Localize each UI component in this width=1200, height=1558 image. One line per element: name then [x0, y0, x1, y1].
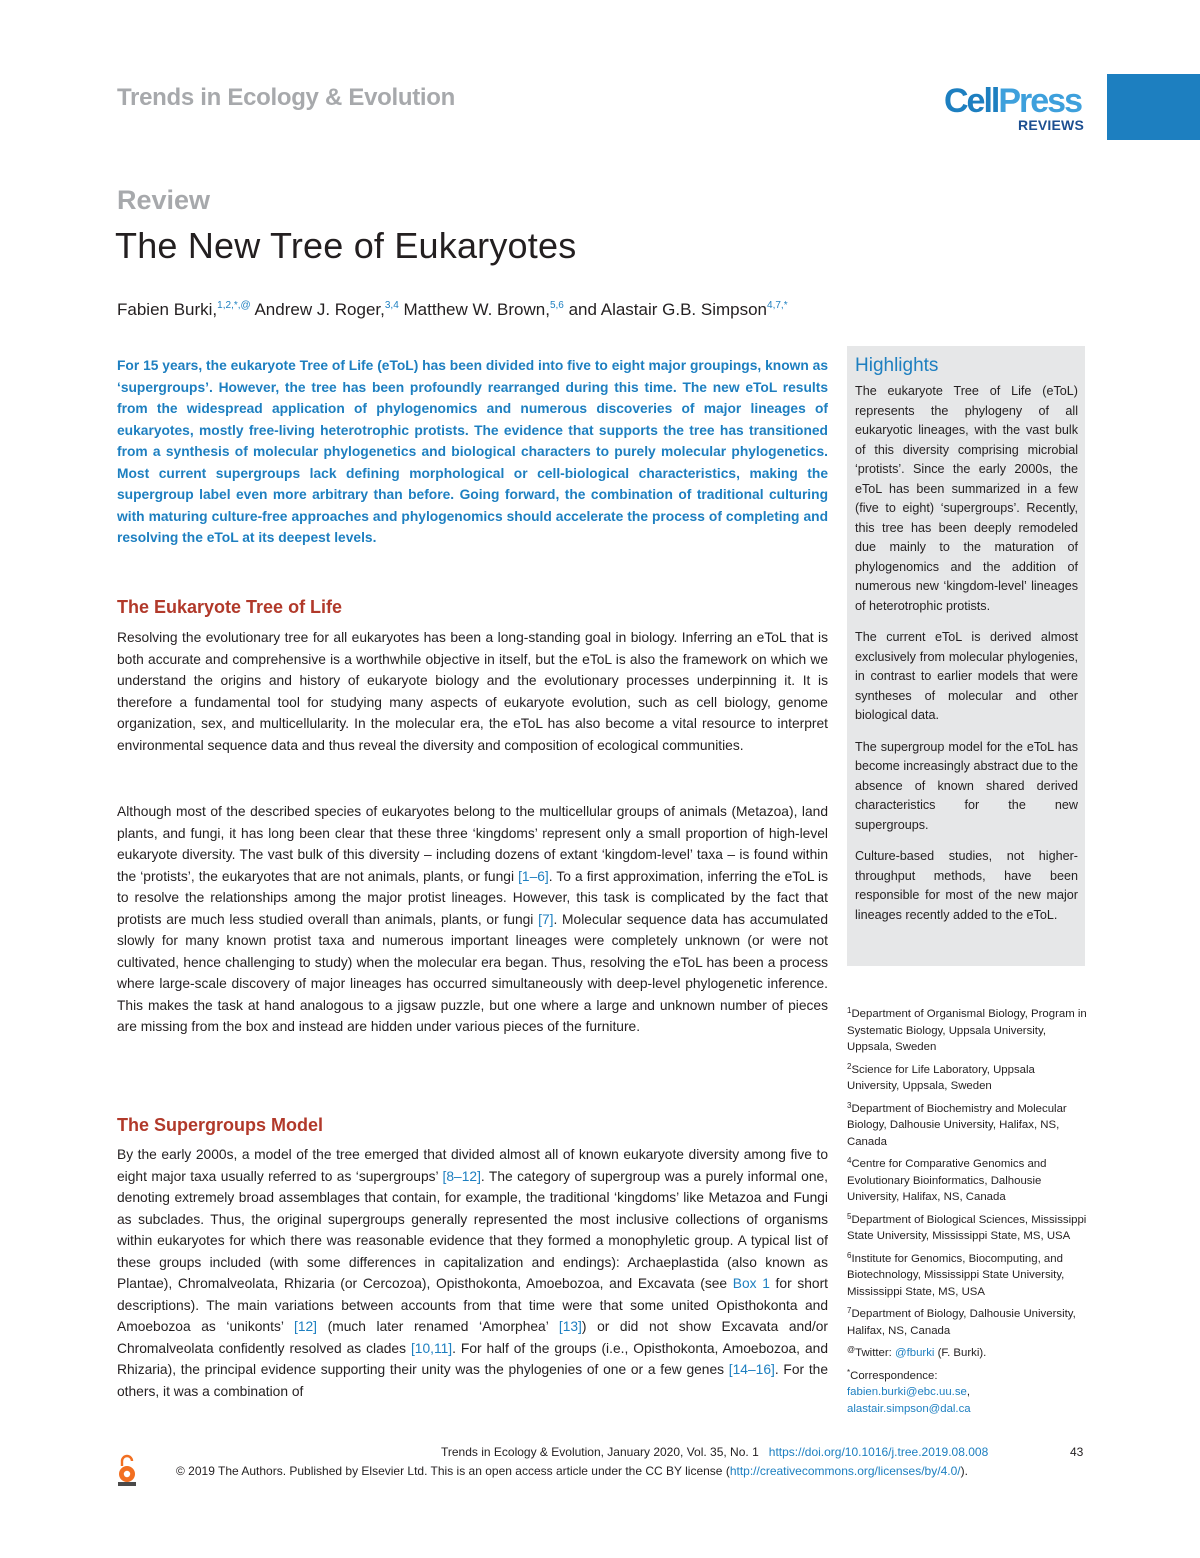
- twitter-label: Twitter:: [855, 1347, 895, 1359]
- author-affiliation-link[interactable]: 4,7,*: [767, 300, 788, 311]
- author-affiliation-link[interactable]: 3,4: [384, 300, 399, 311]
- twitter-author: (F. Burki).: [934, 1347, 987, 1359]
- journal-name: Trends in Ecology & Evolution: [117, 84, 455, 111]
- affiliation-text: Department of Biological Sciences, Mississippi State University, Mississippi State, MS, USA: [847, 1213, 1087, 1242]
- highlight-item: The eukaryote Tree of Life (eToL) represents the phylogeny of all eukaryotic lineages, with the vast bulk of this diversity comprising microbial ‘protists’. Since the early 2000s, the eToL has been summarized in a few (five to eight) ‘supergroups’. Recently, this tree has been deeply remodeled due mainly to the maturation of phylogenomics and the addition of numerous new ‘kingdom-level’ lineages of heterotrophic protists.: [855, 384, 1078, 613]
- affiliation-number: 7: [847, 1306, 852, 1315]
- paragraph-text: . The category of supergroup was a purely informal one, denoting extremely broad assemblages that contain, for example, the traditional ‘kingdoms’ like Metazoa and Fungi as subclades. Thus, the original supergroups generally represented the most inclusive collections of organisms within eukaryotes for which there was reasonable evidence that they formed a monophyletic group. A typical list of these groups included (with some differences in capitalization and endings): Archaeplastida (also known as Plantae), Chromalveolata, Rhizaria (or Cercozoa), Opisthokonta, Amoebozoa, and Excavata (see: [117, 1168, 829, 1291]
- correspondence-label: Correspondence:: [850, 1369, 938, 1382]
- author-name: Matthew W. Brown,: [398, 300, 550, 319]
- citation-link[interactable]: [10,11]: [410, 1340, 453, 1356]
- affiliation-number: 6: [847, 1250, 852, 1260]
- email-link[interactable]: fabien.burki@ebc.uu.se: [847, 1386, 967, 1398]
- abstract: For 15 years, the eukaryote Tree of Life (eToL) has been divided into five to eight major groupings, known as ‘supergroups’. However, the tree has been profoundly rearranged during this time. The new eToL results from the widespread application of phylogenomics and numerous discoveries of major lineages of eukaryotes, mostly free-living heterotrophic protists. The evidence that supports the tree has transitioned from a synthesis of molecular phylogenetics and biological characters to purely molecular phylogenetics. Most current supergroups lack defining morphological or cell-biological characteristics, making the supergroup label even more arbitrary than before. Going forward, the combination of traditional culturing with maturing culture-free approaches and phylogenomics should accelerate the process of completing and resolving the eToL at its deepest levels.: [117, 358, 828, 545]
- logo-press-text: Press: [998, 82, 1081, 120]
- cellpress-logo: [944, 84, 1094, 136]
- author-list: [117, 300, 788, 320]
- citation-link[interactable]: [8–12]: [442, 1168, 481, 1184]
- separator: ,: [966, 1386, 971, 1398]
- affiliation-number: 4: [847, 1156, 852, 1165]
- doi-link[interactable]: https://doi.org/10.1016/j.tree.2019.08.008: [768, 1445, 989, 1459]
- highlights-title: Highlights: [855, 355, 939, 376]
- footer-license: [176, 1464, 968, 1478]
- page-number: 43: [1070, 1445, 1084, 1459]
- correspondence-note: [847, 1368, 1087, 1418]
- paragraph-text: . To a first approximation, inferring the eToL is to resolve the relationships among the major protist lineages. However, this task is complicated by the fact that protists are much less studied overall than animals, plants, or fungi: [117, 868, 829, 927]
- affiliation-number: *: [847, 1367, 851, 1377]
- paragraph-text: ) or did not show Excavata and/or Chromalveolata confidently resolved as clades: [117, 1319, 828, 1356]
- affiliation-text: Department of Biology, Dalhousie University, Halifax, NS, Canada: [847, 1308, 1076, 1337]
- logo-wordmark: [944, 84, 1081, 118]
- author-affiliation-link[interactable]: 5,6: [549, 300, 564, 311]
- paragraph-text: . For half of the groups (i.e., Opisthokonta, Amoebozoa, and Rhizaria), the principal evidence supporting their unity was the phylogenies of one or a few genes: [117, 1340, 828, 1377]
- affiliation-text: Department of Organismal Biology, Program in Systematic Biology, Uppsala University, Uppsala, Sweden: [847, 1008, 1087, 1053]
- paragraph-text: . For the others, it was a combination of: [117, 1362, 829, 1399]
- affiliation-item: [847, 1101, 1087, 1151]
- citation-link[interactable]: [14–16]: [728, 1362, 775, 1377]
- body-paragraph: [117, 801, 828, 1038]
- author-affiliation-link[interactable]: 1,2,*,@: [217, 300, 251, 311]
- citation-link[interactable]: [12]: [294, 1319, 318, 1334]
- body-paragraph: [117, 1144, 828, 1402]
- affiliation-text: Institute for Genomics, Biocomputing, and Biotechnology, Mississippi State University, Mississippi State, MS, USA: [847, 1252, 1065, 1298]
- section-heading-eukaryote-tree: The Eukaryote Tree of Life: [117, 597, 343, 617]
- article-type: Review: [117, 185, 211, 215]
- logo-reviews-text: REVIEWS: [1018, 117, 1084, 133]
- affiliation-text: Centre for Comparative Genomics and Evolutionary Bioinformatics, Dalhousie University, Halifax, NS, Canada: [847, 1158, 1047, 1203]
- affiliation-item: [847, 1156, 1087, 1206]
- paragraph-text: By the early 2000s, a model of the tree emerged that divided almost all of known eukaryote diversity among five to eight major taxa usually referred to as ‘supergroups’: [117, 1147, 828, 1184]
- author-name: and Alastair G.B. Simpson: [563, 300, 768, 319]
- license-text: ).: [960, 1464, 968, 1478]
- highlights-box: [847, 346, 1085, 966]
- affiliation-number: 2: [847, 1061, 852, 1071]
- email-link[interactable]: alastair.simpson@dal.ca: [847, 1402, 971, 1415]
- affiliation-item: [847, 1062, 1087, 1095]
- affiliation-number: @: [847, 1345, 856, 1354]
- highlight-item: The current eToL is derived almost exclusively from molecular phylogenies, in contrast to earlier models that were syntheses of molecular and other biological data.: [855, 630, 1078, 722]
- highlight-item: The supergroup model for the eToL has become increasingly abstract due to the absence of known shared derived characteristics for the new supergroups.: [855, 739, 1078, 832]
- brand-color-bar: [1107, 74, 1200, 140]
- article-title: The New Tree of Eukaryotes: [115, 225, 577, 266]
- affiliation-item: [847, 1006, 1087, 1056]
- citation-link[interactable]: [13]: [558, 1319, 582, 1334]
- affiliation-number: 5: [847, 1211, 852, 1221]
- license-text: © 2019 The Authors. Published by Elsevier Ltd. This is an open access article under the CC BY license (: [176, 1464, 730, 1478]
- license-link[interactable]: http://creativecommons.org/licenses/by/4.0/: [729, 1464, 961, 1478]
- footer-citation: [441, 1445, 988, 1459]
- paragraph-text: Although most of the described species of eukaryotes belong to the multicellular groups of animals (Metazoa), land plants, and fungi, it has long been clear that these three ‘kingdoms’ represent only a small proportion of high-level eukaryote diversity. The vast bulk of this diversity – including dozens of extant ‘kingdom-level’ taxa – is found within the ‘protists’, the eukaryotes that are not animals, plants, or fungi: [117, 804, 828, 884]
- highlight-item: Culture-based studies, not higher-throughput methods, have been responsible for most of the new major lineages recently added to the eToL.: [855, 849, 1078, 922]
- affiliation-text: Department of Biochemistry and Molecular Biology, Dalhousie University, Halifax, NS, Canada: [847, 1102, 1067, 1148]
- citation-text: Trends in Ecology & Evolution, January 2020, Vol. 35, No. 1: [441, 1445, 759, 1459]
- affiliations: [847, 1006, 1087, 1423]
- affiliation-text: Science for Life Laboratory, Uppsala University, Uppsala, Sweden: [847, 1063, 1035, 1092]
- body-paragraph: Resolving the evolutionary tree for all eukaryotes has been a long-standing goal in biology. Inferring an eToL that is both accurate and comprehensive is a worthwhile objective in itself, but the eToL is also the framework on which we understand the origins and history of eukaryote biology and the evolutionary processes underpinning it. It is therefore a fundamental tool for studying many aspects of eukaryote evolution, such as cell biology, genome organization, sex, and multicellularity. In the molecular era, the eToL has also become a vital resource to interpret environmental sequence data and thus reveal the diversity and composition of ecological communities.: [117, 630, 828, 753]
- author-name: Fabien Burki,: [117, 300, 218, 319]
- twitter-note: [847, 1345, 1087, 1362]
- affiliation-item: [847, 1251, 1087, 1301]
- citation-link[interactable]: [7]: [538, 911, 554, 927]
- author-name: Andrew J. Roger,: [250, 300, 385, 319]
- section-heading-supergroups: The Supergroups Model: [117, 1115, 324, 1135]
- open-access-icon: [116, 1454, 138, 1488]
- affiliation-number: 3: [847, 1100, 852, 1110]
- logo-cell-text: Cell: [944, 82, 999, 120]
- affiliation-item: [847, 1212, 1087, 1245]
- paragraph-text: (much later renamed ‘Amorphea’: [317, 1319, 559, 1334]
- citation-link[interactable]: [1–6]: [518, 868, 549, 884]
- paragraph-text: for short descriptions). The main variations between accounts from that time were that some united Opisthokonta and Amoebozoa as ‘unikonts’: [117, 1276, 829, 1334]
- box-link[interactable]: Box 1: [732, 1276, 770, 1291]
- affiliation-item: [847, 1306, 1087, 1339]
- affiliation-number: 1: [847, 1006, 852, 1015]
- paragraph-text: . Molecular sequence data has accumulated slowly for many known protist taxa and numerous important lineages were completely unknown (or were not cultivated, hence challenging to study) when the molecular era began. Thus, resolving the eToL has been a process where large-scale discovery of major lineages has occurred simultaneously with deep-level phylogenetic inference. This makes the task at hand analogous to a jigsaw puzzle, but one where a large and unknown number of pieces are missing from the box and instead are hidden under various pieces of the furniture.: [117, 911, 828, 1034]
- twitter-handle-link[interactable]: @fburki: [895, 1347, 935, 1359]
